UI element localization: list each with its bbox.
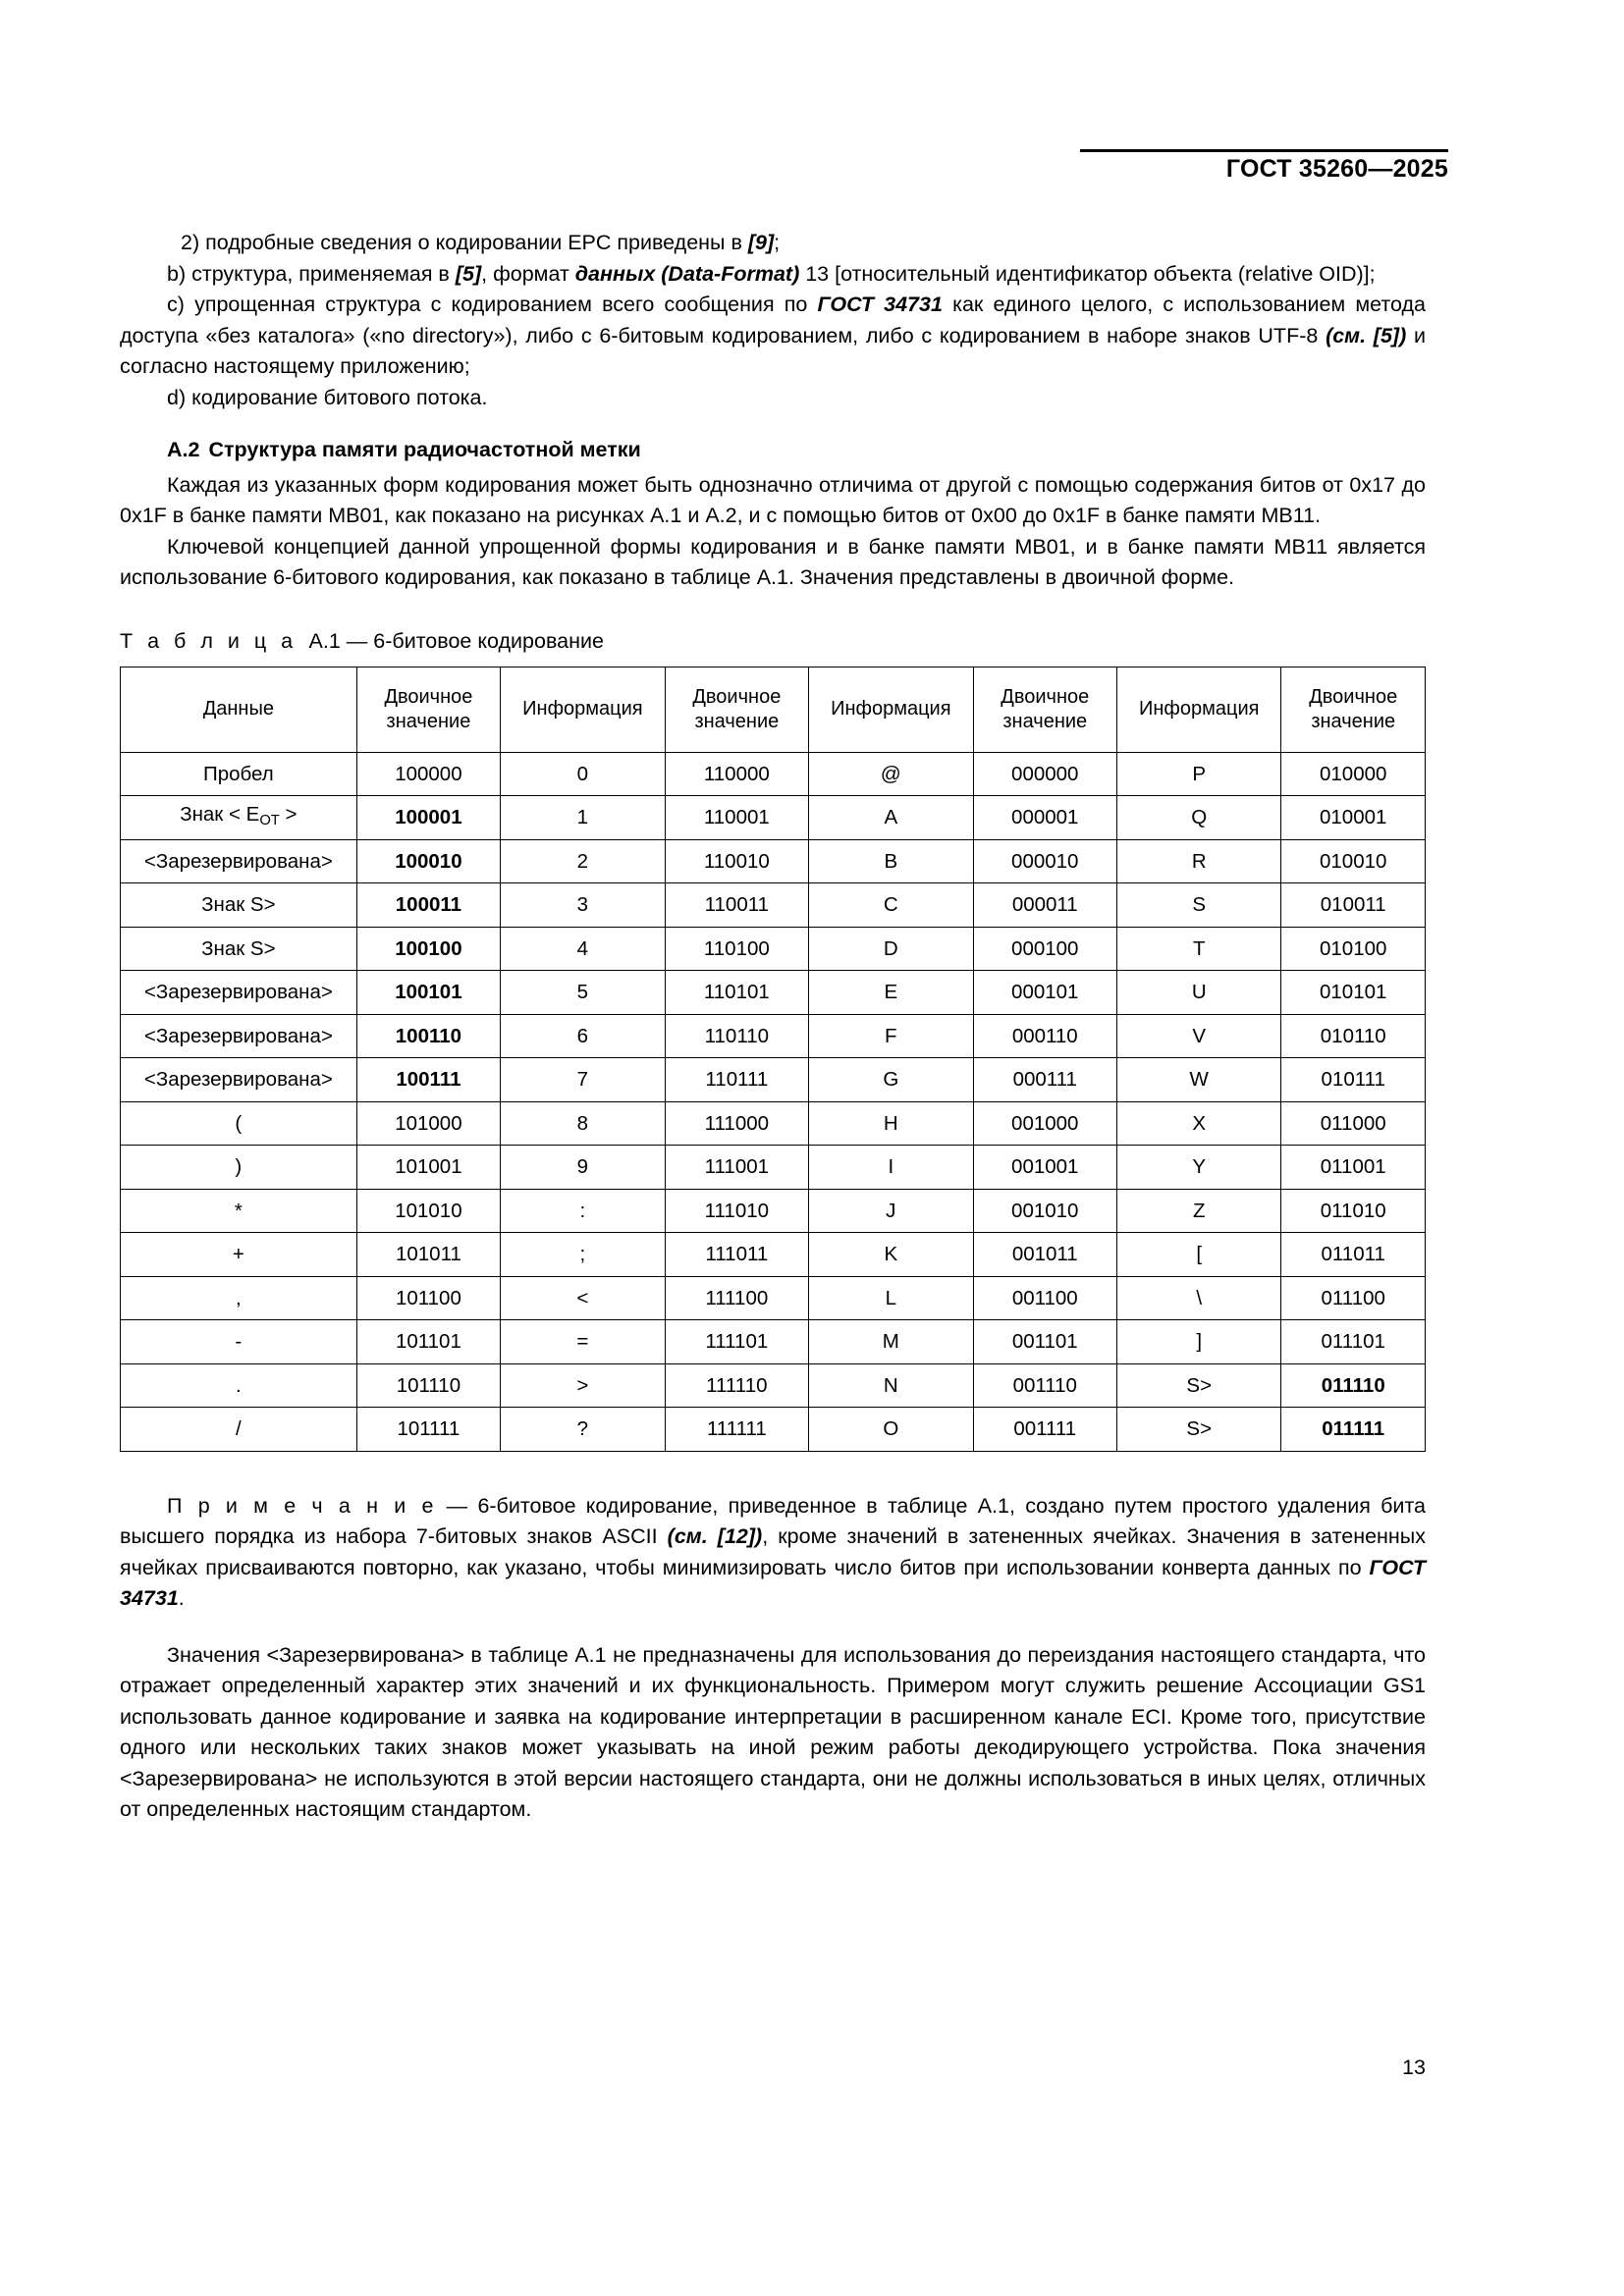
column-header-5: Двоичное значение <box>973 667 1117 752</box>
table-row <box>121 1233 1426 1277</box>
table-row <box>121 927 1426 971</box>
table-cell: Y <box>1117 1146 1281 1190</box>
note-ref-gost: ГОСТ 34731 <box>120 1555 1426 1610</box>
table-cell: 000010 <box>973 839 1117 883</box>
table-row <box>121 1276 1426 1320</box>
list-item-2-tail: ; <box>774 231 781 254</box>
table-cell: 9 <box>501 1146 665 1190</box>
table-cell: 100101 <box>356 971 501 1015</box>
table-cell: <Зарезервирована> <box>121 839 357 883</box>
table-row <box>121 1363 1426 1408</box>
table-cell: L <box>809 1276 973 1320</box>
list-item-2-text: 2) подробные сведения о кодировании EPC приведены в <box>181 231 748 254</box>
table-cell: + <box>121 1233 357 1277</box>
table-cell: 000101 <box>973 971 1117 1015</box>
list-item-c <box>120 290 1426 383</box>
section-title: Структура памяти радиочастотной метки <box>208 438 641 461</box>
table-cell: Знак < $E_{OT}$ > <box>121 796 357 840</box>
table-cell: Знак S> <box>121 927 357 971</box>
table-cell: 011100 <box>1281 1276 1426 1320</box>
document-content <box>120 228 1426 1826</box>
table-cell: 111100 <box>665 1276 809 1320</box>
table-cell: 011110 <box>1281 1363 1426 1408</box>
table-cell: X <box>1117 1101 1281 1146</box>
table-cell: B <box>809 839 973 883</box>
table-cell: ] <box>1117 1320 1281 1364</box>
list-item-b-pre: b) структура, применяемая в <box>167 261 456 286</box>
table-cell: @ <box>809 752 973 796</box>
table-cell: S> <box>1117 1408 1281 1452</box>
table-cell: 110001 <box>665 796 809 840</box>
table-cell: 111011 <box>665 1233 809 1277</box>
table-cell: 7 <box>501 1058 665 1102</box>
table-cell: * <box>121 1189 357 1233</box>
list-item-b-emphasis: данных (Data-Format) <box>574 261 800 286</box>
table-cell: Знак S> <box>121 883 357 928</box>
table-cell: W <box>1117 1058 1281 1102</box>
list-item-b-mid: , формат <box>481 261 575 286</box>
table-cell: 0 <box>501 752 665 796</box>
column-header-4: Информация <box>809 667 973 752</box>
table-cell: K <box>809 1233 973 1277</box>
table-cell: 101110 <box>356 1363 501 1408</box>
table-cell: 010001 <box>1281 796 1426 840</box>
table-cell: S <box>1117 883 1281 928</box>
table-cell: 011101 <box>1281 1320 1426 1364</box>
column-header-6: Информация <box>1117 667 1281 752</box>
table-cell: 101011 <box>356 1233 501 1277</box>
column-header-0: Данные <box>121 667 357 752</box>
table-cell: 010100 <box>1281 927 1426 971</box>
column-header-3: Двоичное значение <box>665 667 809 752</box>
table-cell: 010110 <box>1281 1014 1426 1058</box>
table-cell: 001000 <box>973 1101 1117 1146</box>
table-cell: 000000 <box>973 752 1117 796</box>
table-cell: 101000 <box>356 1101 501 1146</box>
table-cell: > <box>501 1363 665 1408</box>
section-heading-a2 <box>120 435 1426 466</box>
table-cell: 110111 <box>665 1058 809 1102</box>
table-cell: 010010 <box>1281 839 1426 883</box>
table-row <box>121 1014 1426 1058</box>
table-cell: ; <box>501 1233 665 1277</box>
table-caption-dash: — <box>340 628 374 653</box>
table-cell: 110101 <box>665 971 809 1015</box>
table-cell: Q <box>1117 796 1281 840</box>
table-row <box>121 971 1426 1015</box>
table-cell: 011011 <box>1281 1233 1426 1277</box>
table-cell: 110000 <box>665 752 809 796</box>
table-cell: 111111 <box>665 1408 809 1452</box>
table-cell: 100001 <box>356 796 501 840</box>
table-cell: 011010 <box>1281 1189 1426 1233</box>
table-cell: 111110 <box>665 1363 809 1408</box>
table-cell: E <box>809 971 973 1015</box>
table-cell: 101001 <box>356 1146 501 1190</box>
table-caption-label: Т а б л и ц а <box>120 628 298 653</box>
table-cell: V <box>1117 1014 1281 1058</box>
table-cell: 011001 <box>1281 1146 1426 1190</box>
table-cell: ) <box>121 1146 357 1190</box>
table-cell: : <box>501 1189 665 1233</box>
table-cell: 011111 <box>1281 1408 1426 1452</box>
table-cell: 6 <box>501 1014 665 1058</box>
table-cell: 001101 <box>973 1320 1117 1364</box>
table-cell: < <box>501 1276 665 1320</box>
list-item-c-ref-see: (см. [5]) <box>1326 323 1407 347</box>
table-cell: 2 <box>501 839 665 883</box>
table-cell: 100110 <box>356 1014 501 1058</box>
list-item-c-ref-gost: ГОСТ 34731 <box>817 293 943 316</box>
table-cell: 000100 <box>973 927 1117 971</box>
table-cell: J <box>809 1189 973 1233</box>
table-cell: 001111 <box>973 1408 1117 1452</box>
table-cell: D <box>809 927 973 971</box>
document-standard-title: ГОСТ 35260—2025 <box>1225 155 1448 183</box>
table-cell: 110100 <box>665 927 809 971</box>
table-cell: I <box>809 1146 973 1190</box>
table-cell: \ <box>1117 1276 1281 1320</box>
list-item-d: d) кодирование битового потока. <box>167 385 488 409</box>
table-caption <box>120 627 1426 655</box>
paragraph-memory-structure-1: Каждая из указанных форм кодирования может быть однозначно отличима от другой с помощью содержания битов от 0x17 до 0x1F в банке памяти MB01, как показано на рисунках A.1 и A.2, и с помощью битов от 0x00 до 0x1F в банке памяти MB11. <box>120 472 1426 527</box>
table-cell: R <box>1117 839 1281 883</box>
table-cell: 000111 <box>973 1058 1117 1102</box>
table-caption-number: A.1 <box>308 628 341 653</box>
table-cell: 110010 <box>665 839 809 883</box>
table-row <box>121 1101 1426 1146</box>
table-cell: S> <box>1117 1363 1281 1408</box>
table-row <box>121 883 1426 928</box>
table-row <box>121 1408 1426 1452</box>
table-cell: 110011 <box>665 883 809 928</box>
note-dash: — <box>436 1493 478 1518</box>
table-cell: [ <box>1117 1233 1281 1277</box>
note-text-pre: 6-битовое кодирование, приведенное в таблице A.1, создано путем простого удаления бита высшего порядка из набора 7-битовых знаков ASCII <box>120 1493 1427 1548</box>
table-cell: 001001 <box>973 1146 1117 1190</box>
page-number: 13 <box>1402 2056 1426 2079</box>
table-cell: 111001 <box>665 1146 809 1190</box>
table-cell: Пробел <box>121 752 357 796</box>
table-cell: 100111 <box>356 1058 501 1102</box>
table-cell: Z <box>1117 1189 1281 1233</box>
note-paragraph <box>120 1491 1426 1615</box>
table-cell: / <box>121 1408 357 1452</box>
table-cell: <Зарезервирована> <box>121 971 357 1015</box>
table-cell: H <box>809 1101 973 1146</box>
table-cell: G <box>809 1058 973 1102</box>
table-cell: 001110 <box>973 1363 1117 1408</box>
table-cell: 5 <box>501 971 665 1015</box>
paragraph-memory-structure-2: Ключевой концепцией данной упрощенной формы кодирования и в банке памяти MB01, и в банке памяти MB11 является использование 6-битового кодирования, как показано в таблице A.1. Значения представлены в двоичной форме. <box>120 534 1426 589</box>
table-cell: 011000 <box>1281 1101 1426 1146</box>
list-item-2 <box>120 228 1426 259</box>
table-cell: <Зарезервирована> <box>121 1058 357 1102</box>
table-cell: 001010 <box>973 1189 1117 1233</box>
table-cell: 111010 <box>665 1189 809 1233</box>
list-item-2-ref: [9] <box>747 231 775 254</box>
list-item-b-tail: 13 [относительный идентификатор объекта (relative OID)]; <box>799 261 1376 286</box>
table-row <box>121 839 1426 883</box>
table-cell: 010000 <box>1281 752 1426 796</box>
column-header-7: Двоичное значение <box>1281 667 1426 752</box>
table-cell: 100011 <box>356 883 501 928</box>
table-cell: 000001 <box>973 796 1117 840</box>
table-cell: C <box>809 883 973 928</box>
table-cell: U <box>1117 971 1281 1015</box>
table-cell: 010101 <box>1281 971 1426 1015</box>
list-item-b <box>120 259 1426 291</box>
table-row <box>121 1189 1426 1233</box>
table-cell: 100010 <box>356 839 501 883</box>
table-cell: , <box>121 1276 357 1320</box>
table-cell: 000110 <box>973 1014 1117 1058</box>
table-caption-title: 6-битовое кодирование <box>373 628 604 653</box>
closing-paragraph: Значения <Зарезервирована> в таблице A.1 не предназначены для использования до переиздания настоящего стандарта, что отражает определенный характер этих значений и их функциональность. Примером могут служить решение Ассоциации GS1 использовать данное кодирование и заявка на кодирование интерпретации в расширенном канале ECI. Кроме того, присутствие одного или нескольких таких знаков может указывать на иной режим работы декодирующего устройства. Пока значения <Зарезервирована> не используются в этой версии настоящего стандарта, они не должны использоваться в иных целях, отличных от определенных настоящим стандартом. <box>120 1642 1426 1821</box>
table-cell: 101101 <box>356 1320 501 1364</box>
section-number: A.2 <box>167 438 200 461</box>
table-cell: 4 <box>501 927 665 971</box>
table-cell: 001100 <box>973 1276 1117 1320</box>
table-row <box>121 796 1426 840</box>
list-item-c-pre: c) упрощенная структура с кодированием всего сообщения по <box>167 293 818 316</box>
table-cell: <Зарезервирована> <box>121 1014 357 1058</box>
table-cell: A <box>809 796 973 840</box>
table-cell: M <box>809 1320 973 1364</box>
column-header-1: Двоичное значение <box>356 667 501 752</box>
table-cell: 100100 <box>356 927 501 971</box>
header-rule <box>1080 149 1448 152</box>
note-ref-12: (см. [12]) <box>667 1524 763 1548</box>
table-cell: 111000 <box>665 1101 809 1146</box>
table-cell: T <box>1117 927 1281 971</box>
table-cell: 110110 <box>665 1014 809 1058</box>
table-cell: . <box>121 1363 357 1408</box>
table-cell: 1 <box>501 796 665 840</box>
note-text-tail: . <box>178 1586 185 1610</box>
note-text-mid: , кроме значений в затененных ячейках. Значения в затененных ячейках присваиваются повторно, как указано, чтобы минимизировать число битов при использовании конверта данных по <box>120 1524 1426 1579</box>
table-header-row <box>121 667 1426 752</box>
table-cell: 001011 <box>973 1233 1117 1277</box>
table-cell: 8 <box>501 1101 665 1146</box>
table-cell: = <box>501 1320 665 1364</box>
table-cell: ? <box>501 1408 665 1452</box>
note-block <box>120 1491 1426 1615</box>
note-label: П р и м е ч а н и е <box>167 1493 437 1518</box>
list-item-c-mid: как единого целого, с использованием метода доступа «без каталога» («no directory»), либо с 6-битовым кодированием, либо с кодированием в наборе знаков UTF-8 <box>120 293 1426 347</box>
six-bit-encoding-table <box>120 667 1426 1452</box>
table-cell: ( <box>121 1101 357 1146</box>
table-cell: 000011 <box>973 883 1117 928</box>
table-cell: 101100 <box>356 1276 501 1320</box>
table-cell: 010111 <box>1281 1058 1426 1102</box>
table-row <box>121 1058 1426 1102</box>
table-cell: 010011 <box>1281 883 1426 928</box>
table-row <box>121 1320 1426 1364</box>
table-cell: 100000 <box>356 752 501 796</box>
table-cell: 101111 <box>356 1408 501 1452</box>
table-body <box>121 752 1426 1451</box>
list-item-b-ref: [5] <box>455 261 482 286</box>
table-cell: 101010 <box>356 1189 501 1233</box>
table-cell: 111101 <box>665 1320 809 1364</box>
table-cell: F <box>809 1014 973 1058</box>
table-cell: N <box>809 1363 973 1408</box>
column-header-2: Информация <box>501 667 665 752</box>
table-row <box>121 1146 1426 1190</box>
table-row <box>121 752 1426 796</box>
table-cell: 3 <box>501 883 665 928</box>
table-cell: - <box>121 1320 357 1364</box>
table-cell: P <box>1117 752 1281 796</box>
table-cell: O <box>809 1408 973 1452</box>
list-item-c-tail: и согласно настоящему приложению; <box>120 323 1427 378</box>
